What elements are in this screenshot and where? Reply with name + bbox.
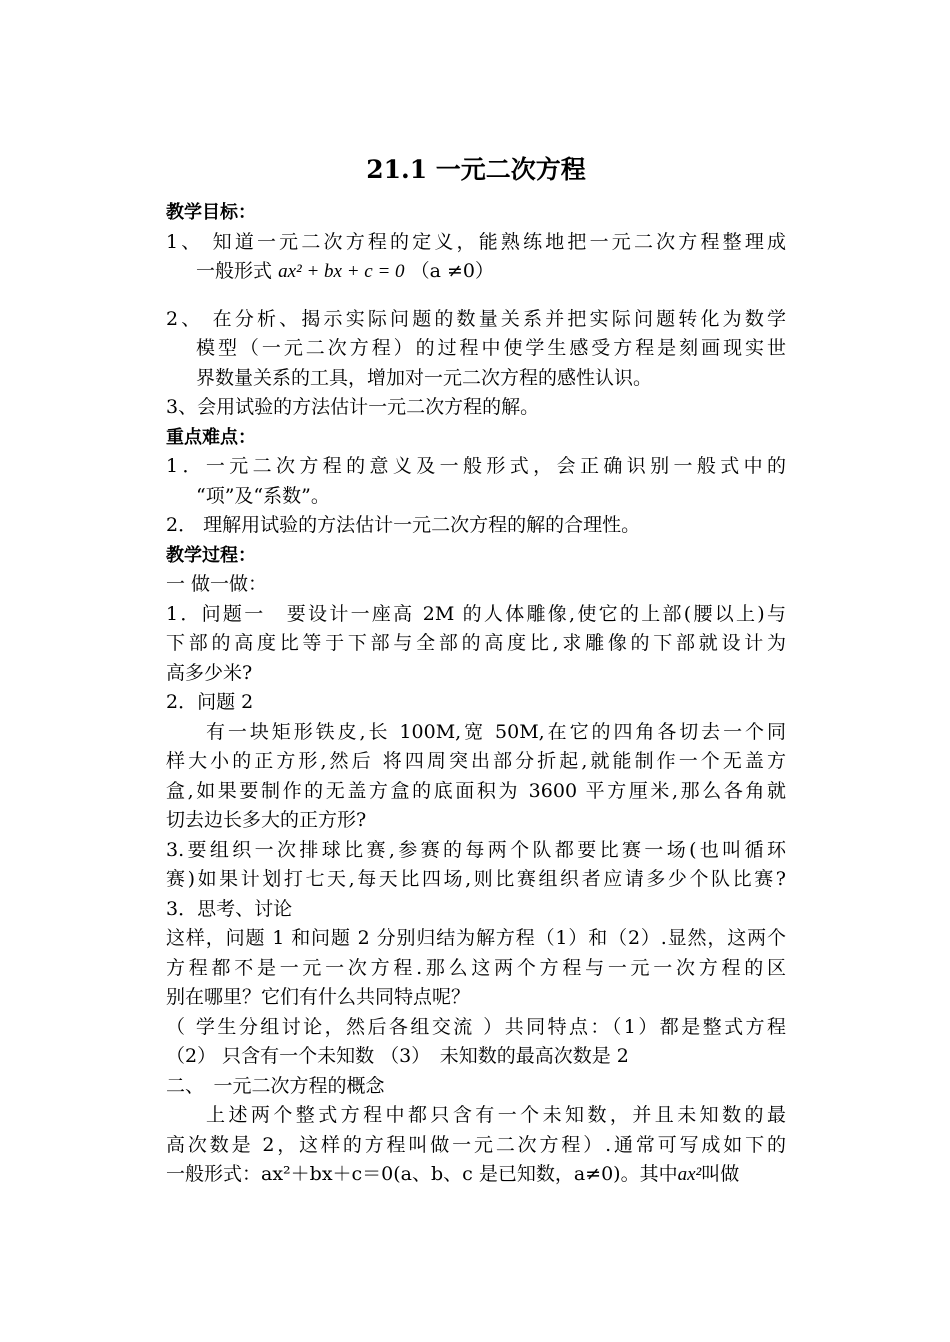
- problem-3-line-2: 赛)如果计划打七天,每天比四场,则比赛组织者应请多少个队比赛?: [166, 868, 786, 890]
- concept-line-3-suffix: 叫做: [701, 1163, 740, 1185]
- goal-1-line-2: [166, 257, 786, 287]
- goal-3: 3、会用试验的方法估计一元二次方程的解。: [166, 396, 540, 418]
- section-2-heading: 二、 一元二次方程的概念: [166, 1074, 385, 1097]
- problem-1-line-3: 高多少米?: [166, 661, 253, 684]
- goal-2-line-3: 界数量关系的工具，增加对一元二次方程的感性认识。: [196, 366, 653, 389]
- concept-line-1: 上述两个整式方程中都只含有一个未知数，并且未知数的最: [206, 1104, 786, 1126]
- goal-1-prefix: 一般形式: [196, 260, 273, 282]
- goal-1-condition: （a ≠0）: [410, 260, 494, 282]
- section-1-heading: 一 做一做：: [166, 573, 268, 595]
- problem-2-line-2: 样大小的正方形,然后 将四周突出部分折起,就能制作一个无盖方: [166, 750, 786, 772]
- problem-3-line-1: 3.要组织一次排球比赛,参赛的每两个队都要比赛一场(也叫循环: [166, 838, 786, 861]
- discussion-label: 3．思考、讨论: [166, 897, 293, 920]
- problem-2-line-1: 有一块矩形铁皮,长 100M,宽 50M,在它的四角各切去一个同: [206, 720, 786, 743]
- key-2: 2． 理解用试验的方法估计一元二次方程的解的合理性。: [166, 514, 641, 536]
- concept-line-2: 高次数是 2，这样的方程叫做一元二次方程）.通常可写成如下的: [166, 1133, 786, 1156]
- page-title: 21.1 一元二次方程: [366, 155, 586, 184]
- discussion-line-4: （ 学生分组讨论，然后各组交流 ）共同特点：（1）都是整式方程: [166, 1015, 786, 1038]
- goals-heading: 教学目标：: [166, 202, 256, 223]
- problem-2-line-3: 盒,如果要制作的无盖方盒的底面积为 3600 平方厘米,那么各角就: [166, 779, 786, 802]
- key-heading: 重点难点：: [166, 426, 256, 448]
- general-form-formula: ax² + bx + c = 0: [278, 261, 405, 282]
- quadratic-term-formula: ax²: [677, 1164, 702, 1185]
- process-heading: 教学过程：: [166, 544, 256, 566]
- concept-line-3: [166, 1160, 786, 1190]
- discussion-line-1: 这样，问题 1 和问题 2 分别归结为解方程（1）和（2）.显然，这两个: [166, 927, 786, 949]
- problem-2-line-4: 切去边长多大的正方形?: [166, 809, 367, 831]
- key-1-line-2: “项”及“系数”。: [196, 484, 330, 507]
- problem-2-label: 2．问题 2: [166, 691, 254, 713]
- goal-1-line-1: 1、 知道一元二次方程的定义，能熟练地把一元二次方程整理成: [166, 230, 786, 253]
- concept-line-3-prefix: 一般形式：ax²＋bx＋c＝0(a、b、c 是已知数，a≠0)。其中: [166, 1163, 678, 1185]
- goal-2-line-1: 2、 在分析、揭示实际问题的数量关系并把实际问题转化为数学: [166, 307, 786, 330]
- problem-1-line-1: 1．问题一 要设计一座高 2M 的人体雕像,使它的上部(腰以上)与: [166, 602, 786, 625]
- discussion-line-3: 别在哪里？它们有什么共同特点呢？: [166, 986, 471, 1008]
- discussion-line-5: （2） 只含有一个未知数 （3） 未知数的最高次数是 2: [166, 1045, 629, 1067]
- key-1-line-1: 1．一元二次方程的意义及一般形式，会正确识别一般式中的: [166, 455, 786, 477]
- document-page: [166, 150, 786, 1190]
- problem-1-line-2: 下部的高度比等于下部与全部的高度比,求雕像的下部就设计为: [166, 632, 786, 654]
- discussion-line-2: 方程都不是一元一次方程.那么这两个方程与一元一次方程的区: [166, 956, 786, 979]
- goal-2-line-2: 模型（一元二次方程）的过程中使学生感受方程是刻画现实世: [196, 337, 786, 359]
